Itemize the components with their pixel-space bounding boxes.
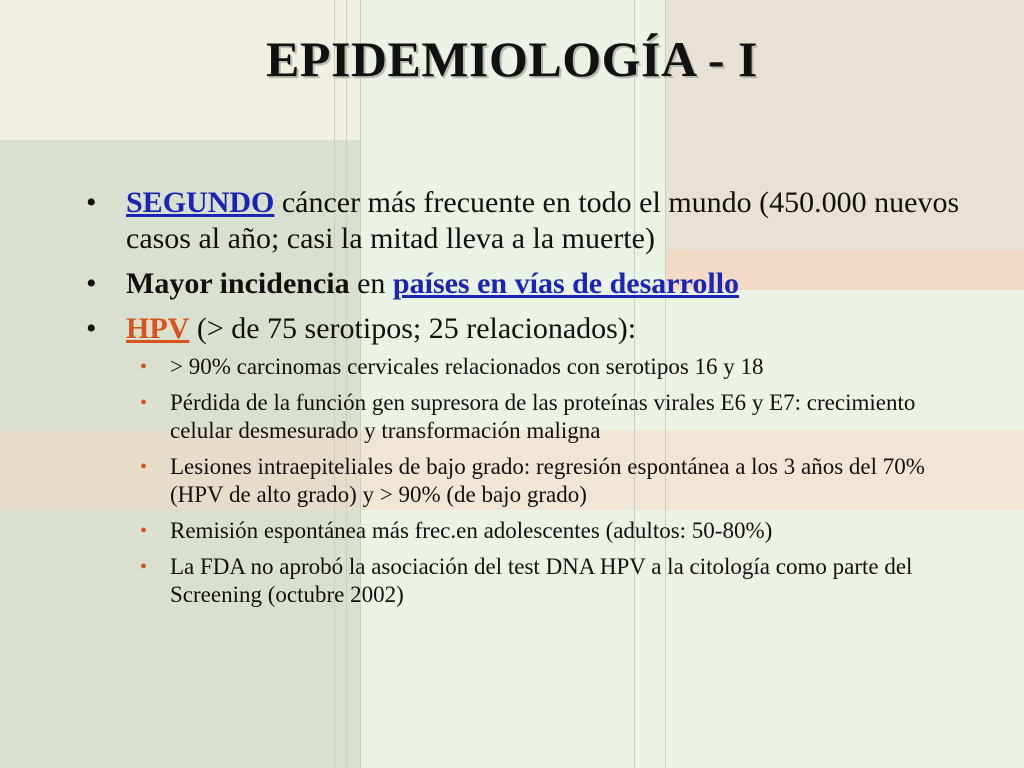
highlight-link[interactable]: países en vías de desarrollo bbox=[392, 267, 740, 300]
slide-content bbox=[86, 185, 986, 618]
bullet-icon: • bbox=[140, 520, 148, 542]
sub-bullet-item bbox=[126, 553, 980, 609]
sub-bullet-item bbox=[126, 353, 980, 381]
bullet-icon: • bbox=[140, 556, 148, 578]
sub-bullet-item bbox=[126, 389, 980, 445]
bullet-text: (> de 75 serotipos; 25 relacionados): bbox=[189, 312, 637, 345]
bullet-icon: • bbox=[140, 392, 148, 414]
highlight-link[interactable]: HPV bbox=[126, 312, 190, 345]
sub-bullet-text: La FDA no aprobó la asociación del test DNA HPV a la citología como parte del Screening (octubre 2002) bbox=[170, 554, 913, 607]
bullet-icon: • bbox=[86, 312, 97, 345]
bullet-icon: • bbox=[140, 456, 148, 478]
bullet-item bbox=[86, 311, 986, 609]
highlight-link[interactable]: SEGUNDO bbox=[126, 186, 275, 219]
slide-title: EPIDEMIOLOGÍA - I bbox=[266, 31, 758, 87]
sub-bullet-text: Pérdida de la función gen supresora de las proteínas virales E6 y E7: crecimiento celular desmesurado y transformación maligna bbox=[170, 390, 916, 443]
sub-bullet-text: Remisión espontánea más frec.en adolescentes (adultos: 50-80%) bbox=[170, 518, 773, 543]
sub-bullet-item bbox=[126, 517, 980, 545]
sub-bullet-text: Lesiones intraepiteliales de bajo grado: regresión espontánea a los 3 años del 70% (HPV de alto grado) y > 90% (de bajo grado) bbox=[170, 454, 925, 507]
bullet-item bbox=[86, 185, 986, 257]
sub-bullet-text: > 90% carcinomas cervicales relacionados con serotipos 16 y 18 bbox=[170, 354, 764, 379]
bullet-bold-text: Mayor incidencia bbox=[126, 267, 350, 300]
sub-bullet-item bbox=[126, 453, 980, 509]
bullet-text: en bbox=[349, 267, 393, 300]
bullet-icon: • bbox=[86, 186, 97, 219]
sub-bullet-list bbox=[126, 353, 986, 609]
bullet-list bbox=[86, 185, 986, 609]
bullet-item bbox=[86, 266, 986, 302]
bullet-text: cáncer más frecuente en todo el mundo (450.000 nuevos casos al año; casi la mitad lleva a la muerte) bbox=[126, 186, 960, 255]
bullet-icon: • bbox=[86, 267, 97, 300]
bullet-icon: • bbox=[140, 356, 148, 378]
